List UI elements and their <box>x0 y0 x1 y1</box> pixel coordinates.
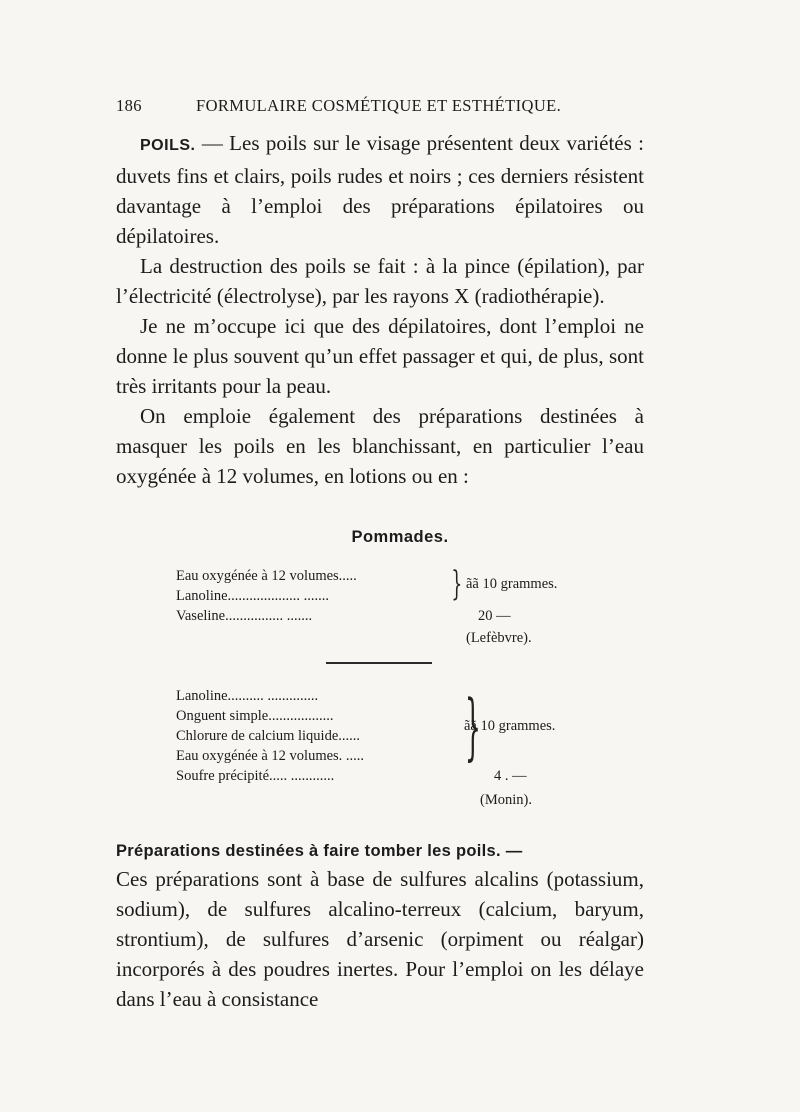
ingredient-name: Lanoline.................... ....... <box>176 588 330 604</box>
page-number: 186 <box>116 96 142 115</box>
ingredient-name: Eau oxygénée à 12 volumes. ..... <box>176 748 365 764</box>
paragraph-5: Ces préparations sont à base de sulfures alcalins (potassium, sodium), de sulfures alcalino-terreux (calcium, baryum, strontium), de sulfures d’arsenic (orpiment ou réalgar) incorporés à des poudres inertes. Pour l’emploi on les délaye dans l’eau à consistance <box>116 867 644 1011</box>
recipe-author: (Monin). <box>480 792 532 808</box>
ingredient-name: Lanoline.......... .............. <box>176 688 319 704</box>
ingredient-quantity: 20 — <box>478 608 511 624</box>
ingredient-row <box>176 606 616 626</box>
ingredient-name: Eau oxygénée à 12 volumes..... <box>176 568 357 584</box>
shared-quantity: ãã 10 grammes. <box>464 718 556 734</box>
ingredient-quantity: 4 . — <box>494 768 527 784</box>
ingredient-row <box>176 686 616 706</box>
paragraph-1-text: — Les poils sur le visage présentent deux variétés : duvets fins et clairs, poils rudes et noirs ; ces derniers résistent davantage à l’emploi des préparations épilatoires ou dépilatoires. <box>116 131 644 248</box>
ingredient-row <box>176 746 616 766</box>
section-title-pommades: Pommades. <box>351 528 449 546</box>
paragraph-3: Je ne m’occupe ici que des dépilatoires, dont l’emploi ne donne le plus souvent qu’un effet passager et qui, de plus, sont très irritants pour la peau. <box>116 314 644 398</box>
running-title: FORMULAIRE COSMÉTIQUE ET ESTHÉTIQUE. <box>196 96 562 115</box>
sub-heading: Préparations destinées à faire tomber les poils. — <box>116 842 523 860</box>
ingredient-name: Chlorure de calcium liquide...... <box>176 728 361 744</box>
paragraph-2: La destruction des poils se fait : à la pince (épilation), par l’électricité (électrolyse), par les rayons X (radiothérapie). <box>116 254 644 308</box>
ingredient-row <box>176 766 616 786</box>
closing-text <box>116 864 644 1014</box>
recipe-monin <box>176 684 616 808</box>
shared-quantity: ãã 10 grammes. <box>466 576 558 592</box>
intro-text <box>116 128 644 491</box>
recipe-lefebvre <box>176 564 616 646</box>
divider-rule <box>326 662 432 664</box>
recipe-author: (Lefèbvre). <box>466 630 532 646</box>
ingredient-name: Vaseline................ ....... <box>176 608 313 624</box>
paragraph-poils <box>116 128 644 251</box>
lead-word: POILS. <box>140 137 196 154</box>
ingredient-name: Soufre précipité..... ............ <box>176 768 335 784</box>
brace-icon: } <box>451 564 463 604</box>
ingredient-name: Onguent simple.................. <box>176 708 334 724</box>
brace-icon: } <box>464 684 481 768</box>
paragraph-4: On emploie également des préparations destinées à masquer les poils en les blanchissant, en particulier l’eau oxygénée à 12 volumes, en lotions ou en : <box>116 404 644 488</box>
